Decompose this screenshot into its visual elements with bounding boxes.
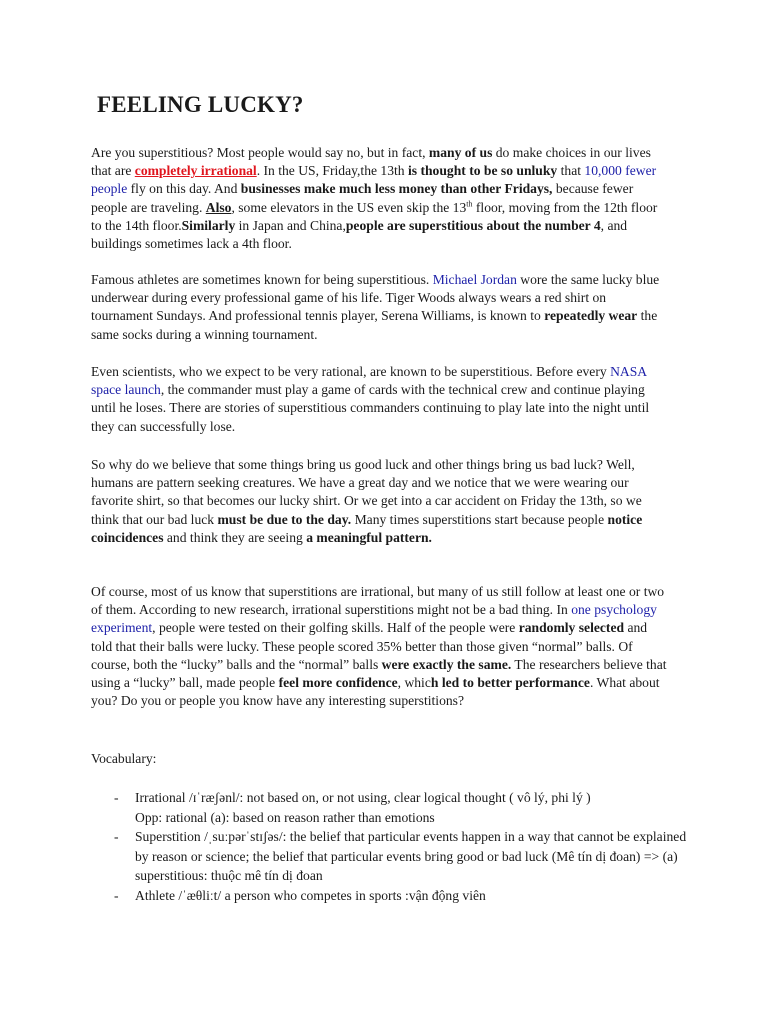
text-run: the same socks during a winning tournament. <box>91 308 658 342</box>
bold-text: were exactly the same. <box>381 656 512 672</box>
vocab-item-athlete <box>91 886 691 906</box>
text-run: . In the US, Friday,the 13th <box>256 163 408 179</box>
vocab-definition: - Irrational /ɪˈræʃənl/: not based on, or not using, clear logical thought ( vô lý, phi lý ) <box>135 790 591 805</box>
bold-text: notice coincidences <box>91 511 643 545</box>
vocab-definition: - Superstition /ˌsuːpərˈstɪʃəs/: the belief that particular events happen in a way that cannot be explained by reason or science; the belief that particular events bring good or bad luck (Mê tín dị đoan) => (a) superstitious: thuộc mê tín dị đoan <box>135 829 687 883</box>
text-run: floor, moving from the 12th floor to the 14th floor. <box>91 199 658 233</box>
link-fewer-people[interactable]: 10,000 fewer people <box>91 163 657 197</box>
text-run: do make choices in our lives that are <box>91 145 651 179</box>
text-run: Famous athletes are sometimes known for being superstitious. <box>91 272 433 287</box>
bold-text: h led to better performance <box>430 675 590 691</box>
bold-text: many of us <box>428 145 493 160</box>
bold-text: repeatedly wear <box>544 308 638 324</box>
paragraph-intro <box>91 144 671 253</box>
paragraph-scientists <box>91 363 671 436</box>
superscript: th <box>466 199 473 209</box>
vocabulary-heading: Vocabulary: <box>91 751 157 766</box>
text-run: , the commander must play a game of cards with the technical crew and continue playing until he loses. There are stories of superstitious commanders continuing to play late into the night until they can successfully lose. <box>91 382 650 434</box>
text-run: and think they are seeing <box>163 529 307 545</box>
vocab-opposite: Opp: rational (a): based on reason rather than emotions <box>135 809 435 825</box>
bold-text: a meaningful pattern. <box>306 529 432 545</box>
text-run: Many times superstitions start because people <box>351 511 608 527</box>
bold-text: Also <box>205 199 232 215</box>
text-run: , some elevators in the US even skip the 13 <box>231 199 467 215</box>
paragraph-why <box>91 456 671 547</box>
text-run: Are you superstitious? Most people would say no, but in fact, <box>91 145 429 160</box>
text-run: . What about you? Do you or people you know have any interesting superstitions? <box>91 675 660 709</box>
vocab-item-superstition <box>91 827 691 886</box>
text-run: that <box>557 163 585 179</box>
text-run: Of course, most of us know that superstitions are irrational, but many of us still follow at least one or two of them. According to new research, irrational superstitions might not be a bad thing. In <box>91 584 665 618</box>
text-run: Even scientists, who we expect to be very rational, are known to be superstitious. Before every <box>91 364 611 379</box>
bold-text: randomly selected <box>518 620 625 636</box>
link-nasa-space-launch[interactable]: NASA space launch <box>91 364 647 398</box>
bold-text: must be due to the day. <box>217 511 352 527</box>
text-run: fly on this day. And <box>127 181 241 197</box>
page-title: FEELING LUCKY? <box>97 92 304 117</box>
text-run: So why do we believe that some things bring us good luck and other things bring us bad luck? Well, humans are pattern seeking creatures. We have a great day and we notice that we were wearing our favorite shirt, so that becomes our lucky shirt. Or we get into a car accident on Friday the 13th, so we think that our bad luck <box>91 457 642 527</box>
highlighted-text: completely irrational <box>134 163 257 179</box>
text-run: because fewer people are traveling. <box>91 181 634 215</box>
text-run: The researchers believe that using a “lucky” ball, made people <box>91 656 667 691</box>
bold-text: is thought to be so unluky <box>408 163 558 179</box>
text-run: , whic <box>397 675 431 691</box>
vocabulary-list <box>91 788 691 905</box>
vocab-item-irrational <box>91 788 691 827</box>
bold-text: people are superstitious about the number 4 <box>345 217 601 233</box>
paragraph-athletes <box>91 271 671 344</box>
text-run: in Japan and China, <box>235 217 346 233</box>
link-psychology-experiment[interactable]: one psychology experiment <box>91 602 657 636</box>
bold-text: feel more confidence <box>278 675 398 691</box>
text-run: wore the same lucky blue underwear during every professional game of his life. Tiger Woods always wears a red shirt on tournament Sundays. And professional tennis player, Serena Williams, is known to <box>91 272 660 324</box>
paragraph-research <box>91 583 671 710</box>
text-run: , and buildings sometimes lack a 4th floor. <box>91 217 628 252</box>
text-run: , people were tested on their golfing skills. Half of the people were <box>152 620 519 636</box>
vocab-definition: - Athlete /ˈæθliːt/ a person who competes in sports :vận động viên <box>135 887 486 903</box>
bold-text: Similarly <box>181 217 236 233</box>
bold-text: businesses make much less money than other Fridays, <box>240 181 553 197</box>
text-run: and told that their balls were lucky. These people scored 35% better than those given “normal” balls. Of course, both the “lucky” balls and the “normal” balls <box>91 620 648 672</box>
link-michael-jordan[interactable]: Michael Jordan <box>432 272 517 287</box>
